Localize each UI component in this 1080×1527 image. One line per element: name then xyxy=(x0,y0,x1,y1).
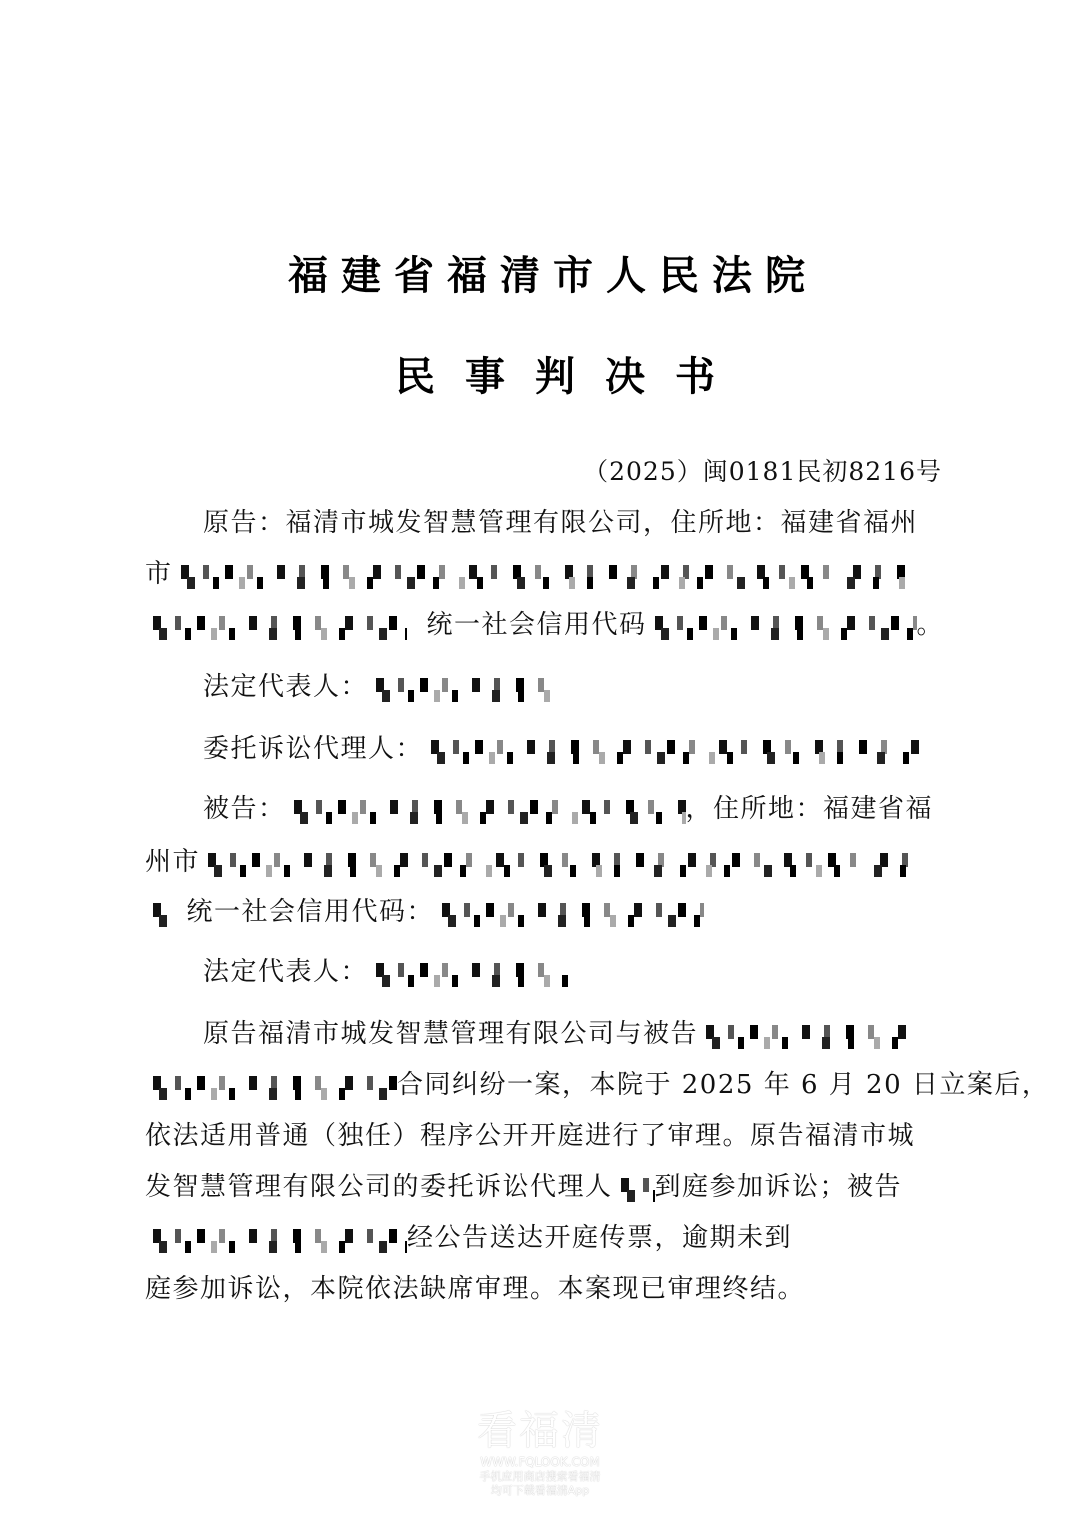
body-line-1 xyxy=(203,1017,945,1051)
body-line-6 xyxy=(145,1272,945,1306)
body-text: 经公告送达开庭传票，逾期未到 xyxy=(407,1223,793,1253)
defendant-label: 被告： xyxy=(203,794,286,824)
plaintiff-label: 原告： xyxy=(203,508,286,538)
case-number: （2025）闽0181民初8216号 xyxy=(583,457,942,486)
defendant-credit-code-label: 统一社会信用代码： xyxy=(186,897,435,927)
plaintiff-name: 福清市城发智慧管理有限公司 xyxy=(285,508,644,538)
defendant-address-cont: 州市 xyxy=(145,847,201,877)
redacted-address xyxy=(145,612,407,640)
body-text: 庭参加诉讼，本院依法缺席审理。本案现已审理终结。 xyxy=(145,1274,806,1304)
plaintiff-address-label: ，住所地： xyxy=(643,508,781,538)
redacted-name xyxy=(368,959,568,987)
defendant-line-3 xyxy=(145,895,945,929)
defendant-line-2 xyxy=(145,845,945,879)
plaintiff-line-2 xyxy=(145,557,945,591)
redacted-defendant-name xyxy=(145,1225,407,1253)
plaintiff-credit-code-label: 统一社会信用代码 xyxy=(426,610,647,640)
redacted-address xyxy=(173,561,913,589)
plaintiff-line-1 xyxy=(203,506,945,540)
period: 。 xyxy=(916,610,945,640)
body-line-3 xyxy=(145,1119,945,1153)
body-text: 合同纠纷一案，本院于 2025 年 6 月 20 日立案后， xyxy=(397,1070,1050,1100)
redacted-address xyxy=(200,849,920,877)
watermark-url: WWW.FQLOOK.COM xyxy=(480,1455,600,1469)
court-name-title: 福建省福清市人民法院 xyxy=(288,253,818,299)
watermark-line-1: 手机应用商店搜索看福清 xyxy=(479,1470,601,1483)
body-text: 依法适用普通（独任）程序公开开庭进行了审理。原告福清市城 xyxy=(145,1121,916,1151)
redacted-defendant-name xyxy=(145,1072,397,1100)
redacted-defendant-name xyxy=(698,1021,920,1049)
watermark-logo: 看福清 xyxy=(477,1408,603,1454)
defendant-legal-rep xyxy=(203,955,945,989)
body-line-5 xyxy=(145,1221,945,1255)
watermark xyxy=(440,1408,640,1498)
body-text: 原告福清市城发智慧管理有限公司与被告 xyxy=(203,1019,699,1049)
plaintiff-address: 福建省福州 xyxy=(780,508,919,538)
plaintiff-agent xyxy=(203,732,945,766)
plaintiff-legal-rep xyxy=(203,670,945,704)
watermark-line-2: 均可下载看福清App xyxy=(490,1484,590,1497)
legal-rep-label: 法定代表人： xyxy=(203,672,369,702)
plaintiff-address-cont: 市 xyxy=(145,559,173,589)
redacted-defendant-name xyxy=(286,796,686,824)
redacted-agent xyxy=(423,736,923,764)
body-text: 到庭参加诉讼；被告 xyxy=(654,1172,903,1202)
redacted-credit-code xyxy=(647,612,917,640)
document-type-title: 民事判决书 xyxy=(395,354,745,400)
legal-rep-label: 法定代表人： xyxy=(203,957,369,987)
body-line-2 xyxy=(145,1068,1050,1102)
redacted-credit-code xyxy=(434,899,704,927)
redacted-name xyxy=(368,674,558,702)
redacted-address xyxy=(145,899,167,927)
defendant-address-label: ，住所地： xyxy=(685,794,824,824)
redacted-agent xyxy=(613,1174,655,1202)
agent-label: 委托诉讼代理人： xyxy=(203,734,424,764)
body-line-4 xyxy=(145,1170,945,1204)
plaintiff-line-3 xyxy=(145,608,945,642)
body-text: 发智慧管理有限公司的委托诉讼代理人 xyxy=(145,1172,613,1202)
defendant-address: 福建省福 xyxy=(823,794,934,824)
defendant-line-1 xyxy=(203,792,945,826)
